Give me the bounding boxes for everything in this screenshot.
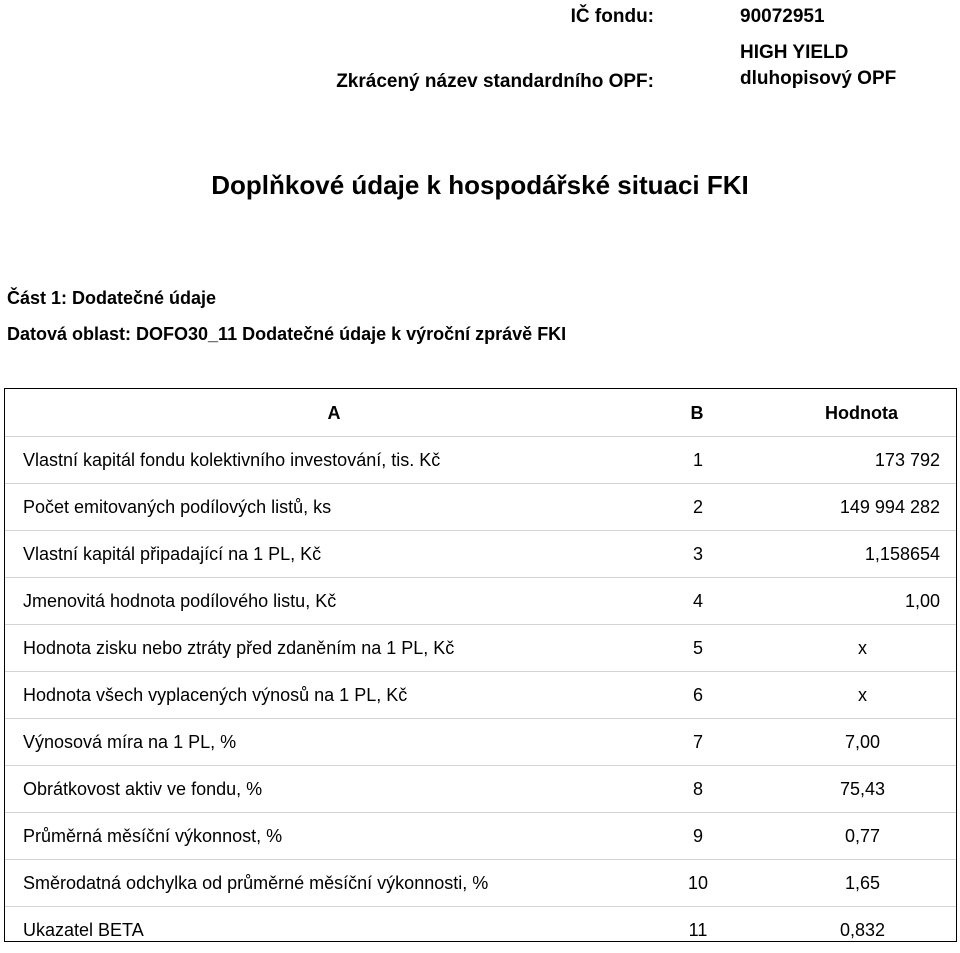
row-number: 4: [653, 578, 741, 625]
row-value: 0,832: [741, 907, 956, 953]
column-header-a: A: [5, 389, 653, 437]
row-number: 8: [653, 766, 741, 813]
row-label: Vlastní kapitál připadající na 1 PL, Kč: [5, 531, 653, 578]
table-row: [5, 672, 956, 719]
row-number: 10: [653, 860, 741, 907]
table-row: [5, 719, 956, 766]
row-number: 5: [653, 625, 741, 672]
row-value: 75,43: [741, 766, 956, 813]
row-number: 1: [653, 437, 741, 484]
row-label: Průměrná měsíční výkonnost, %: [5, 813, 653, 860]
table-row: [5, 813, 956, 860]
row-number: 6: [653, 672, 741, 719]
table-row: [5, 531, 956, 578]
row-label: Ukazatel BETA: [5, 907, 653, 953]
short-name-label: Zkrácený název standardního OPF:: [336, 70, 654, 94]
table-row: [5, 766, 956, 813]
row-label: Hodnota zisku nebo ztráty před zdaněním na 1 PL, Kč: [5, 625, 653, 672]
data-table-frame: [4, 388, 957, 942]
row-number: 3: [653, 531, 741, 578]
row-label: Směrodatná odchylka od průměrné měsíční výkonnosti, %: [5, 860, 653, 907]
short-name-line-2: dluhopisový OPF: [740, 66, 896, 92]
row-value: 1,158654: [741, 531, 956, 578]
row-number: 11: [653, 907, 741, 953]
row-number: 2: [653, 484, 741, 531]
row-value: 149 994 282: [741, 484, 956, 531]
row-label: Počet emitovaných podílových listů, ks: [5, 484, 653, 531]
short-name-value: [740, 40, 896, 92]
section-data-area: Datová oblast: DOFO30_11 Dodatečné údaje k výroční zprávě FKI: [7, 322, 566, 346]
column-header-b: B: [653, 389, 741, 437]
row-value: 173 792: [741, 437, 956, 484]
column-header-value: Hodnota: [741, 389, 956, 437]
table-header-row: [5, 389, 956, 437]
row-label: Jmenovitá hodnota podílového listu, Kč: [5, 578, 653, 625]
row-value: 1,65: [741, 860, 956, 907]
row-value: 7,00: [741, 719, 956, 766]
data-table: [5, 389, 956, 953]
row-value: 1,00: [741, 578, 956, 625]
page-title: Doplňkové údaje k hospodářské situaci FKI: [0, 168, 960, 202]
row-label: Vlastní kapitál fondu kolektivního investování, tis. Kč: [5, 437, 653, 484]
table-row: [5, 860, 956, 907]
fund-id-value: 90072951: [740, 5, 825, 29]
table-row: [5, 484, 956, 531]
row-value: x: [741, 672, 956, 719]
table-row: [5, 625, 956, 672]
fund-id-label: IČ fondu:: [571, 5, 654, 29]
short-name-line-1: HIGH YIELD: [740, 40, 896, 66]
section-part-title: Část 1: Dodatečné údaje: [7, 286, 216, 310]
table-row: [5, 578, 956, 625]
row-label: Výnosová míra na 1 PL, %: [5, 719, 653, 766]
row-number: 7: [653, 719, 741, 766]
table-row: [5, 907, 956, 953]
row-label: Hodnota všech vyplacených výnosů na 1 PL, Kč: [5, 672, 653, 719]
row-value: 0,77: [741, 813, 956, 860]
row-value: x: [741, 625, 956, 672]
row-label: Obrátkovost aktiv ve fondu, %: [5, 766, 653, 813]
table-row: [5, 437, 956, 484]
row-number: 9: [653, 813, 741, 860]
